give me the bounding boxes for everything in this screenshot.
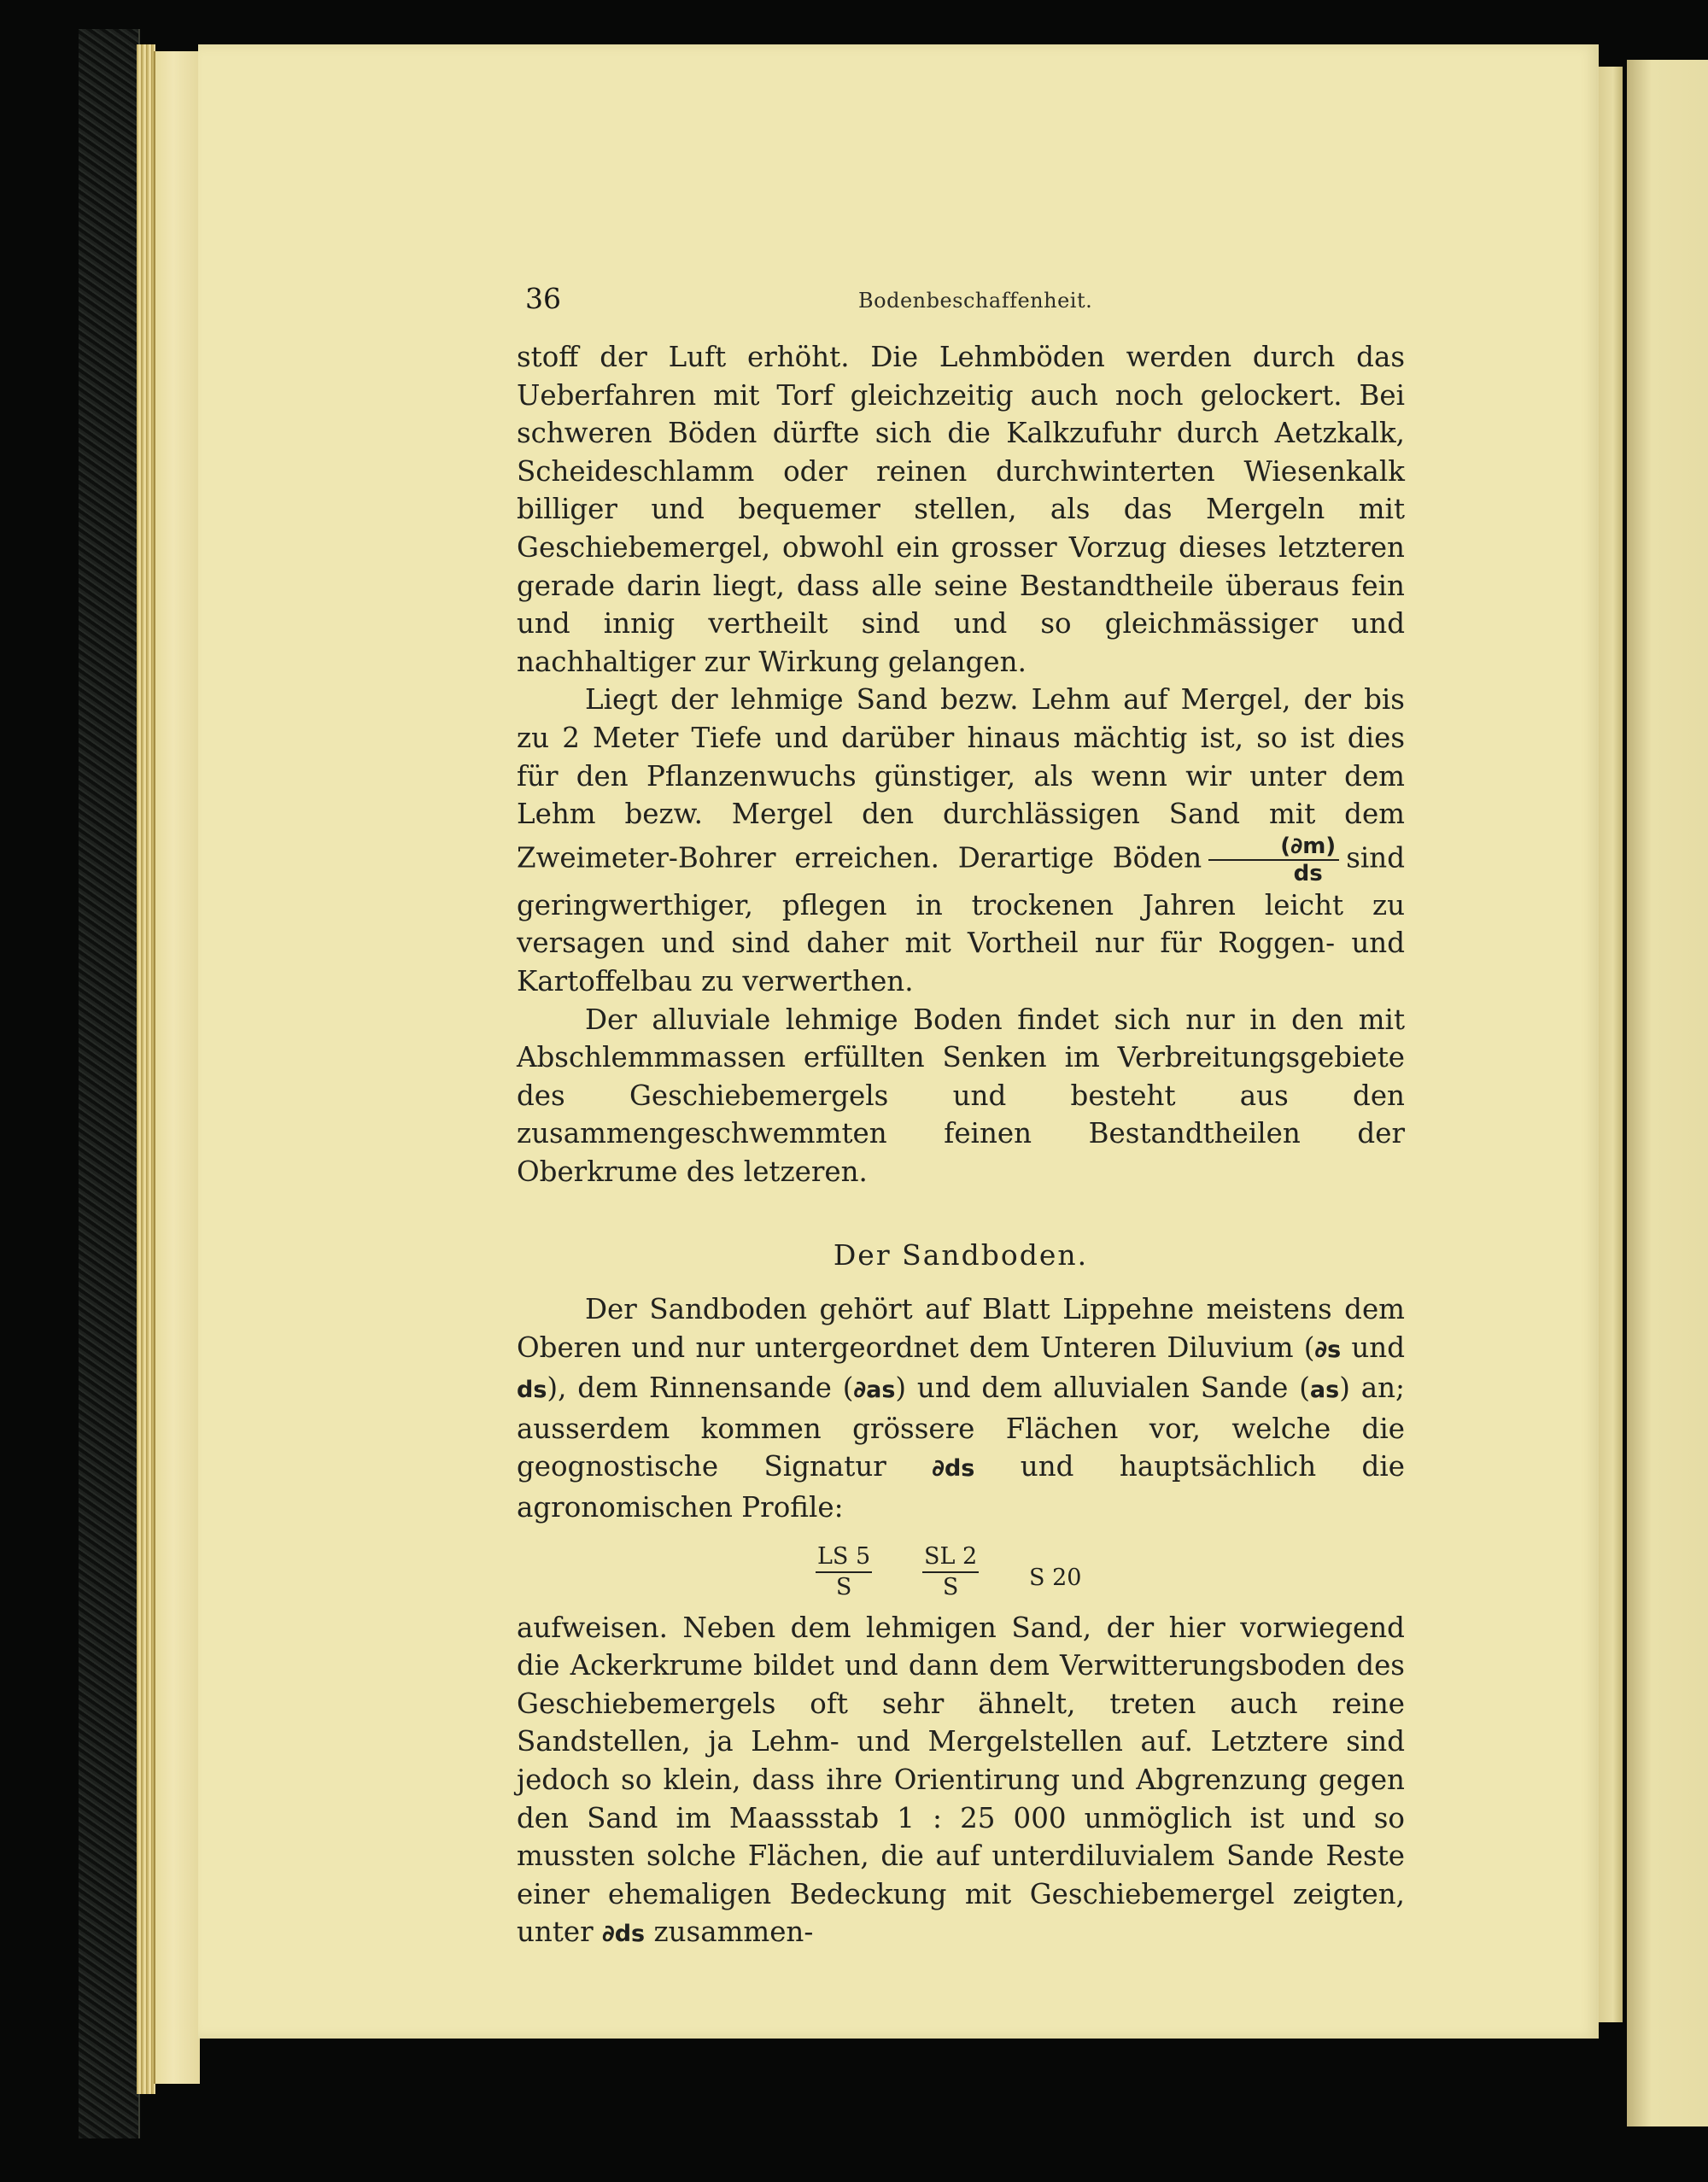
p4-text-1: Der Sandboden gehört auf Blatt Lippehne meistens dem Oberen und nur untergeordnet dem Unteren Diluvium ( bbox=[517, 1293, 1405, 1364]
page-edges-right bbox=[1599, 67, 1623, 2022]
fraction-numerator: (∂m) bbox=[1208, 834, 1339, 861]
p5-end: zusammen- bbox=[645, 1916, 814, 1949]
paragraph-4 bbox=[517, 1290, 1405, 1527]
profile-2-top: SL 2 bbox=[922, 1542, 979, 1573]
fraction-dm-ds bbox=[1208, 834, 1339, 886]
paragraph-3: Der alluviale lehmige Boden findet sich nur in den mit Abschlemmmassen erfüllten Senken im Verbreitungsgebiete des Geschiebemergels und besteht aus den zusammengeschwemmten feinen Bestandtheilen der Oberkrume des letzeren. bbox=[517, 1003, 1405, 1188]
p4-text-2: und bbox=[1341, 1331, 1405, 1364]
paragraph-1: stoff der Luft erhöht. Die Lehmböden werden durch das Ueberfahren mit Torf gleichzeitig auch noch gelockert. Bei schweren Böden dürfte sich die Kalkzufuhr durch Aetzkalk, Scheideschlamm oder reinen durchwinterten Wiesenkalk billiger und bequemer stellen, als das Mergeln mit Geschiebemergel, obwohl ein grosser Vorzug dieses letzteren gerade darin liegt, dass alle seine Bestandtheile überaus fein und innig vertheilt sind und so gleichmässiger und nachhaltiger zur Wirkung gelangen. bbox=[517, 341, 1405, 678]
profile-1-bottom: S bbox=[835, 1573, 852, 1600]
body-text bbox=[517, 338, 1405, 1954]
section-heading: Der Sandboden. bbox=[833, 1238, 1089, 1272]
profile-s20: S 20 bbox=[1029, 1564, 1082, 1591]
profile-ls5-s bbox=[816, 1542, 872, 1602]
facing-page-edge bbox=[1627, 60, 1708, 2126]
symbol-as: as bbox=[1309, 1377, 1340, 1404]
running-title: Bodenbeschaffenheit. bbox=[858, 289, 1093, 313]
profile-1-top: LS 5 bbox=[816, 1542, 872, 1573]
paragraph-2-text-a: Liegt der lehmige Sand bezw. Lehm auf Mergel, der bis zu 2 Meter Tiefe und darüber hinaus mächtig ist, so ist dies für den Pflanzenwuchs günstiger, als wenn wir unter dem Lehm bezw. Mergel den durchlässigen Sand mit dem Zweimeter-Bohrer erreichen. Derartige Böden bbox=[517, 683, 1405, 875]
symbol-ds-upper: ∂s bbox=[1314, 1336, 1342, 1363]
agronomic-profiles bbox=[517, 1527, 1405, 1609]
fraction-denominator: ds bbox=[1293, 860, 1323, 886]
p4-text-5: ) an; ausserdem kommen grössere Flächen vor, welche die geognostische Signatur bbox=[517, 1372, 1405, 1483]
page-number: 36 bbox=[525, 282, 561, 315]
profile-sl2-s bbox=[922, 1542, 979, 1602]
paragraph-2 bbox=[517, 681, 1405, 1000]
page-gutter bbox=[154, 51, 200, 2084]
p4-text-3: ), dem Rinnensande ( bbox=[547, 1372, 854, 1405]
p5-text: aufweisen. Neben dem lehmigen Sand, der hier vorwiegend die Ackerkrume bildet und dann dem Verwitterungsboden des Geschiebemergels oft sehr ähnelt, treten auch reine Sandstellen, ja Lehm- und Mergelstellen auf. Letztere sind jedoch so klein, dass ihre Orientirung und Abgrenzung gegen den Sand im Maassstab 1 : 25 000 unmöglich ist und so mussten solche Flächen, die auf unterdiluvialem Sande Reste einer ehemaligen Bedeckung mit Geschiebemergel zeigten, unter bbox=[517, 1611, 1405, 1949]
page-edges-left bbox=[137, 44, 155, 2094]
page-header bbox=[525, 282, 1413, 325]
symbol-dds-2: ∂ds bbox=[602, 1921, 646, 1948]
p4-text-6: und hauptsächlich die agronomischen Profile: bbox=[517, 1450, 1405, 1524]
profile-2-bottom: S bbox=[942, 1573, 959, 1600]
p4-text-4: ) und dem alluvialen Sande ( bbox=[895, 1372, 1310, 1405]
paragraph-2-text-b: sind geringwerthiger, pflegen in trockenen Jahren leicht zu versagen und sind daher mit Vortheil nur für Roggen- und Kartoffelbau zu verwerthen. bbox=[517, 841, 1405, 997]
symbol-dds: ∂ds bbox=[932, 1455, 975, 1483]
book-spine bbox=[79, 29, 140, 2138]
symbol-ds-lower: ds bbox=[517, 1377, 547, 1404]
paragraph-5 bbox=[517, 1609, 1405, 1954]
symbol-das: ∂as bbox=[853, 1377, 896, 1404]
